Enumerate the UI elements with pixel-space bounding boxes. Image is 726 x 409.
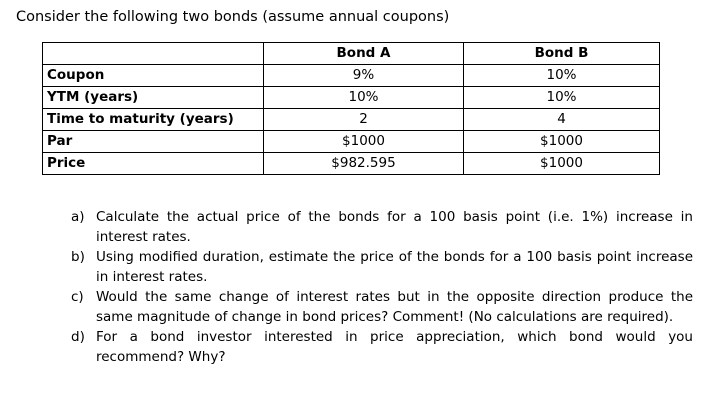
bond-b-value: 10% bbox=[464, 65, 660, 87]
header-bond-a: Bond A bbox=[264, 43, 464, 65]
question-marker: a) bbox=[71, 209, 85, 225]
table-row-par bbox=[43, 131, 660, 153]
bond-b-value: $1000 bbox=[464, 131, 660, 153]
question-item-d bbox=[71, 328, 693, 367]
question-list bbox=[71, 208, 693, 368]
bond-a-value: 9% bbox=[264, 65, 464, 87]
question-text: Calculate the actual price of the bonds for a 100 basis point (i.e. 1%) increase in interest rates. bbox=[96, 209, 693, 245]
bond-a-value: 2 bbox=[264, 109, 464, 131]
question-text: Using modified duration, estimate the price of the bonds for a 100 basis point increase in interest rates. bbox=[96, 249, 693, 285]
question-marker: c) bbox=[71, 289, 84, 305]
row-label: Coupon bbox=[43, 65, 264, 87]
row-label: YTM (years) bbox=[43, 87, 264, 109]
row-label: Price bbox=[43, 153, 264, 175]
table-row-maturity bbox=[43, 109, 660, 131]
bonds-table bbox=[42, 42, 660, 175]
question-marker: d) bbox=[71, 329, 85, 345]
question-item-b bbox=[71, 248, 693, 287]
row-label: Time to maturity (years) bbox=[43, 109, 264, 131]
question-text: Would the same change of interest rates but in the opposite direction produce the same magnitude of change in bond prices? Comment! (No calculations are required). bbox=[96, 289, 693, 325]
bond-a-value: 10% bbox=[264, 87, 464, 109]
question-item-c bbox=[71, 288, 693, 327]
bond-b-value: 10% bbox=[464, 87, 660, 109]
row-label: Par bbox=[43, 131, 264, 153]
question-item-a bbox=[71, 208, 693, 247]
header-bond-b: Bond B bbox=[464, 43, 660, 65]
bond-b-value: $1000 bbox=[464, 153, 660, 175]
table-row-price bbox=[43, 153, 660, 175]
bond-b-value: 4 bbox=[464, 109, 660, 131]
intro-text: Consider the following two bonds (assume annual coupons) bbox=[16, 9, 450, 25]
table-header-row bbox=[43, 43, 660, 65]
bond-a-value: $982.595 bbox=[264, 153, 464, 175]
question-text: For a bond investor interested in price appreciation, which bond would you recommend? Why? bbox=[96, 329, 693, 365]
question-marker: b) bbox=[71, 249, 85, 265]
table-row-coupon bbox=[43, 65, 660, 87]
table-row-ytm bbox=[43, 87, 660, 109]
bond-a-value: $1000 bbox=[264, 131, 464, 153]
header-empty bbox=[43, 43, 264, 65]
